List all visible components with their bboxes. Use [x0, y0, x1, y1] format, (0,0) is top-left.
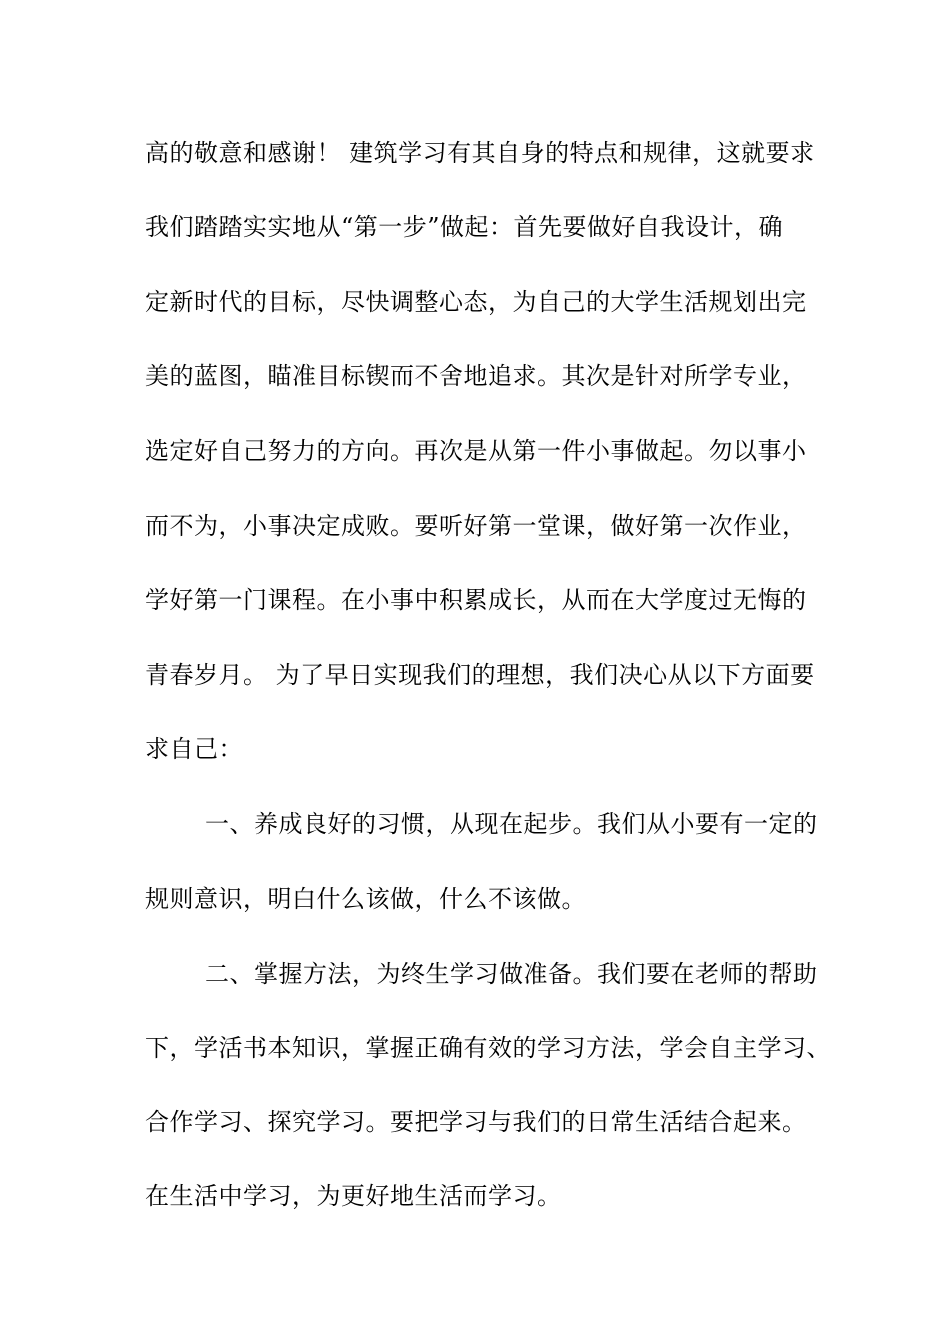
text-line: 我们踏踏实实地从“第一步”做起：首先要做好自我设计，确: [145, 213, 784, 241]
text-line: 而不为，小事决定成败。要听好第一堂课，做好第一次作业，: [145, 512, 807, 540]
list-item-heading: 一、养成良好的习惯，从现在起步。我们从小要有一定的: [205, 810, 818, 838]
text-line: 高的敬意和感谢！ 建筑学习有其自身的特点和规律，这就要求: [145, 139, 815, 167]
text-line: 下，学活书本知识，掌握正确有效的学习方法，学会自主学习、: [145, 1034, 831, 1062]
list-item-heading: 二、掌握方法，为终生学习做准备。我们要在老师的帮助: [205, 960, 818, 988]
text-line: 求自己：: [145, 735, 243, 763]
text-line: 选定好自己努力的方向。再次是从第一件小事做起。勿以事小: [145, 437, 807, 465]
text-line: 学好第一门课程。在小事中积累成长，从而在大学度过无悔的: [145, 586, 807, 614]
text-line: 定新时代的目标，尽快调整心态，为自己的大学生活规划出完: [145, 288, 807, 316]
text-line: 合作学习、探究学习。要把学习与我们的日常生活结合起来。: [145, 1108, 807, 1136]
text-line: 美的蓝图，瞄准目标锲而不舍地追求。其次是针对所学专业，: [145, 362, 807, 390]
text-line: 在生活中学习，为更好地生活而学习。: [145, 1182, 562, 1210]
text-line: 规则意识，明白什么该做，什么不该做。: [145, 885, 586, 913]
text-line: 青春岁月。 为了早日实现我们的理想，我们决心从以下方面要: [145, 661, 815, 689]
